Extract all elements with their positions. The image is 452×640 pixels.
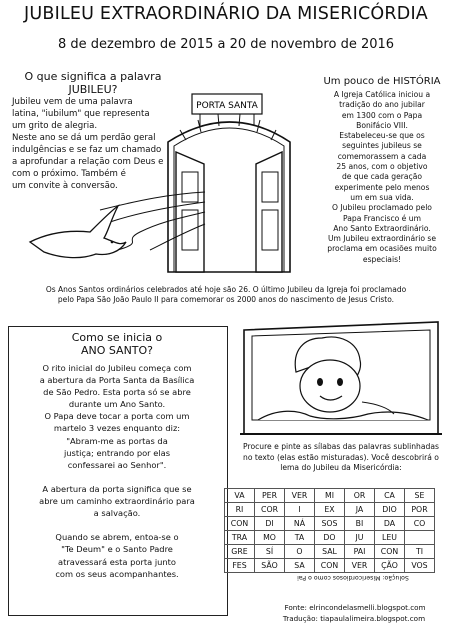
syllable-cell[interactable]: SOS [315,517,345,531]
text-line: latina, "iubilum" que representa [12,109,150,119]
text-line: a aprofundar a relação com Deus e [12,157,164,167]
syllable-cell[interactable]: SA [285,559,315,573]
text-line: Jubileu vem de uma palavra [12,97,133,107]
text-line: O Papa deve tocar a porta com um [44,411,190,422]
syllable-cell[interactable]: EX [315,503,345,517]
text-line: Estabeleceu-se que os [339,131,425,141]
syllable-cell[interactable]: RI [225,503,255,517]
text-line: seguintes jubileus se [342,141,422,151]
holy-door-illustration [0,82,320,282]
text-line: Bonifácio VIII. [356,120,408,130]
syllable-cell[interactable]: CO [405,517,435,531]
text-line: Quando se abrem, entoa-se o [55,532,179,543]
syllable-cell[interactable]: FES [225,559,255,573]
syllable-cell[interactable]: TI [405,545,435,559]
text-line: experimente pelo menos [334,182,430,192]
activity-instructions [234,442,448,474]
syllable-cell[interactable]: BI [345,517,375,531]
syllable-cell[interactable]: MI [315,489,345,503]
syllable-cell[interactable]: ÇÃO [375,559,405,573]
grid-row [225,489,435,503]
text-line: um grito de alegria. [12,121,98,131]
text-line: A abertura da porta significa que se [42,483,192,494]
text-line: pelo Papa São João Paulo II para comemorar os 2000 anos do nascimento de Jesus Cristo. [57,295,395,305]
text-line: no texto (elas estão misturadas). Você descobrirá o [243,452,439,462]
grid-row [225,517,435,531]
text-line: "Te Deum" e o Santo Padre [61,544,173,555]
syllable-cell[interactable]: JU [345,531,375,545]
syllable-cell[interactable]: O [285,545,315,559]
syllable-cell[interactable]: POR [405,503,435,517]
text-line: Procure e pinte as sílabas das palavras sublinhadas [243,442,439,451]
syllable-cell[interactable]: JA [345,503,375,517]
text-line: durante um Ano Santo. [68,399,166,410]
door-sign: PORTA SANTA [196,101,258,111]
anos-santos-paragraph [0,285,452,306]
grid-row [225,559,435,573]
syllable-cell[interactable]: VER [345,559,375,573]
translation-credit: Tradução: tiapaulalimeira.blogspot.com [282,614,426,623]
syllable-cell[interactable]: VER [285,489,315,503]
text-line: em 1300 com o Papa [341,110,423,120]
text-line: O rito inicial do Jubileu começa com [42,363,192,373]
syllable-cell[interactable]: DO [315,531,345,545]
syllable-cell[interactable]: CA [375,489,405,503]
syllable-cell[interactable]: OR [345,489,375,503]
syllable-cell[interactable]: SAL [315,545,345,559]
text-line: tradição do ano jubilar [339,100,425,110]
syllable-cell[interactable]: LEU [375,531,405,545]
syllable-grid [224,488,435,573]
text-line: O Jubileu proclamado pelo [332,203,432,213]
text-line: Neste ano se dá um perdão geral [12,133,156,143]
heading-line: Como se inicia o [71,331,163,344]
source-credit: Fonte: elrincondelasmelli.blogspot.com [284,603,426,612]
solution-text: Solução: Misericordiosos como o Pai [297,574,409,581]
history-text [314,90,450,265]
text-line: um convite à conversão. [12,181,118,191]
syllable-cell[interactable] [405,531,435,545]
syllable-cell[interactable]: PER [255,489,285,503]
ano-santo-text [12,362,222,580]
syllable-cell[interactable]: CON [315,559,345,573]
syllable-cell[interactable]: CON [225,517,255,531]
syllable-cell[interactable]: MO [255,531,285,545]
syllable-cell[interactable]: TA [285,531,315,545]
ano-santo-heading [14,331,220,357]
syllable-cell[interactable]: DA [375,517,405,531]
text-line: justiça; entrando por elas [63,447,171,458]
syllable-cell[interactable]: SÃO [255,559,285,573]
text-line: 25 anos, com o objetivo [336,162,428,172]
syllable-cell[interactable]: DI [255,517,285,531]
grid-row [225,503,435,517]
syllable-cell[interactable]: I [285,503,315,517]
text-line: A Igreja Católica iniciou a [333,90,431,99]
text-line: lema do Jubileu da Misericórdia: [280,463,402,472]
text-line: martelo 3 vezes enquanto diz: [53,423,181,434]
text-line: Um Jubileu extraordinário se [327,234,437,244]
text-line: especiais! [362,254,402,264]
grid-row [225,531,435,545]
text-line: a salvação. [93,508,141,519]
text-line [12,519,222,531]
text-line: atravessará esta porta junto [58,556,176,567]
text-line [12,471,222,483]
text-line: Ano Santo Extraordinário. [333,223,431,233]
text-line: com os seus acompanhantes. [55,568,179,579]
syllable-cell[interactable]: VA [225,489,255,503]
text-line: de São Pedro. Esta porta só se abre [43,387,191,398]
text-line: um em sua vida. [350,192,414,202]
text-line: a abertura da Porta Santa da Basílica [39,375,195,386]
page-title: JUBILEU EXTRAORDINÁRIO DA MISERICÓRDIA [24,4,428,24]
text-line: de que cada geração [341,172,423,182]
syllable-cell[interactable]: CON [375,545,405,559]
grid-row [225,545,435,559]
boy-at-window-illustration [238,316,444,436]
syllable-cell[interactable]: VOS [405,559,435,573]
text-line: proclama em ocasiões muito [327,244,437,254]
heading-line: O que significa a palavra [24,70,162,83]
syllable-cell[interactable]: NÁ [285,517,315,531]
text-line: indulgências e se faz um chamado [12,145,162,155]
text-line: "Abram-me as portas da [66,435,168,446]
syllable-cell[interactable]: TRA [225,531,255,545]
text-line: comemorassem a cada [337,151,427,161]
syllable-cell[interactable]: PAI [345,545,375,559]
text-line: abre um caminho extraordinário para [39,496,195,507]
syllable-cell[interactable]: DIO [375,503,405,517]
heading-line: JUBILEU? [68,83,118,96]
syllable-cell[interactable]: COR [255,503,285,517]
text-line: confessarei ao Senhor". [67,459,167,470]
date-range: 8 de dezembro de 2015 a 20 de novembro de 2016 [57,37,395,52]
history-heading: Um pouco de HISTÓRIA [323,76,441,87]
syllable-cell[interactable]: SÍ [255,545,285,559]
heading-line: ANO SANTO? [80,344,154,357]
syllable-cell[interactable]: GRE [225,545,255,559]
text-line: com o próximo. Também é [12,169,126,179]
text-line: Papa Francisco é um [343,213,421,223]
text-line: Os Anos Santos ordinários celebrados até hoje são 26. O último Jubileu da Igreja foi proclamado [45,285,407,294]
syllable-cell[interactable]: SE [405,489,435,503]
